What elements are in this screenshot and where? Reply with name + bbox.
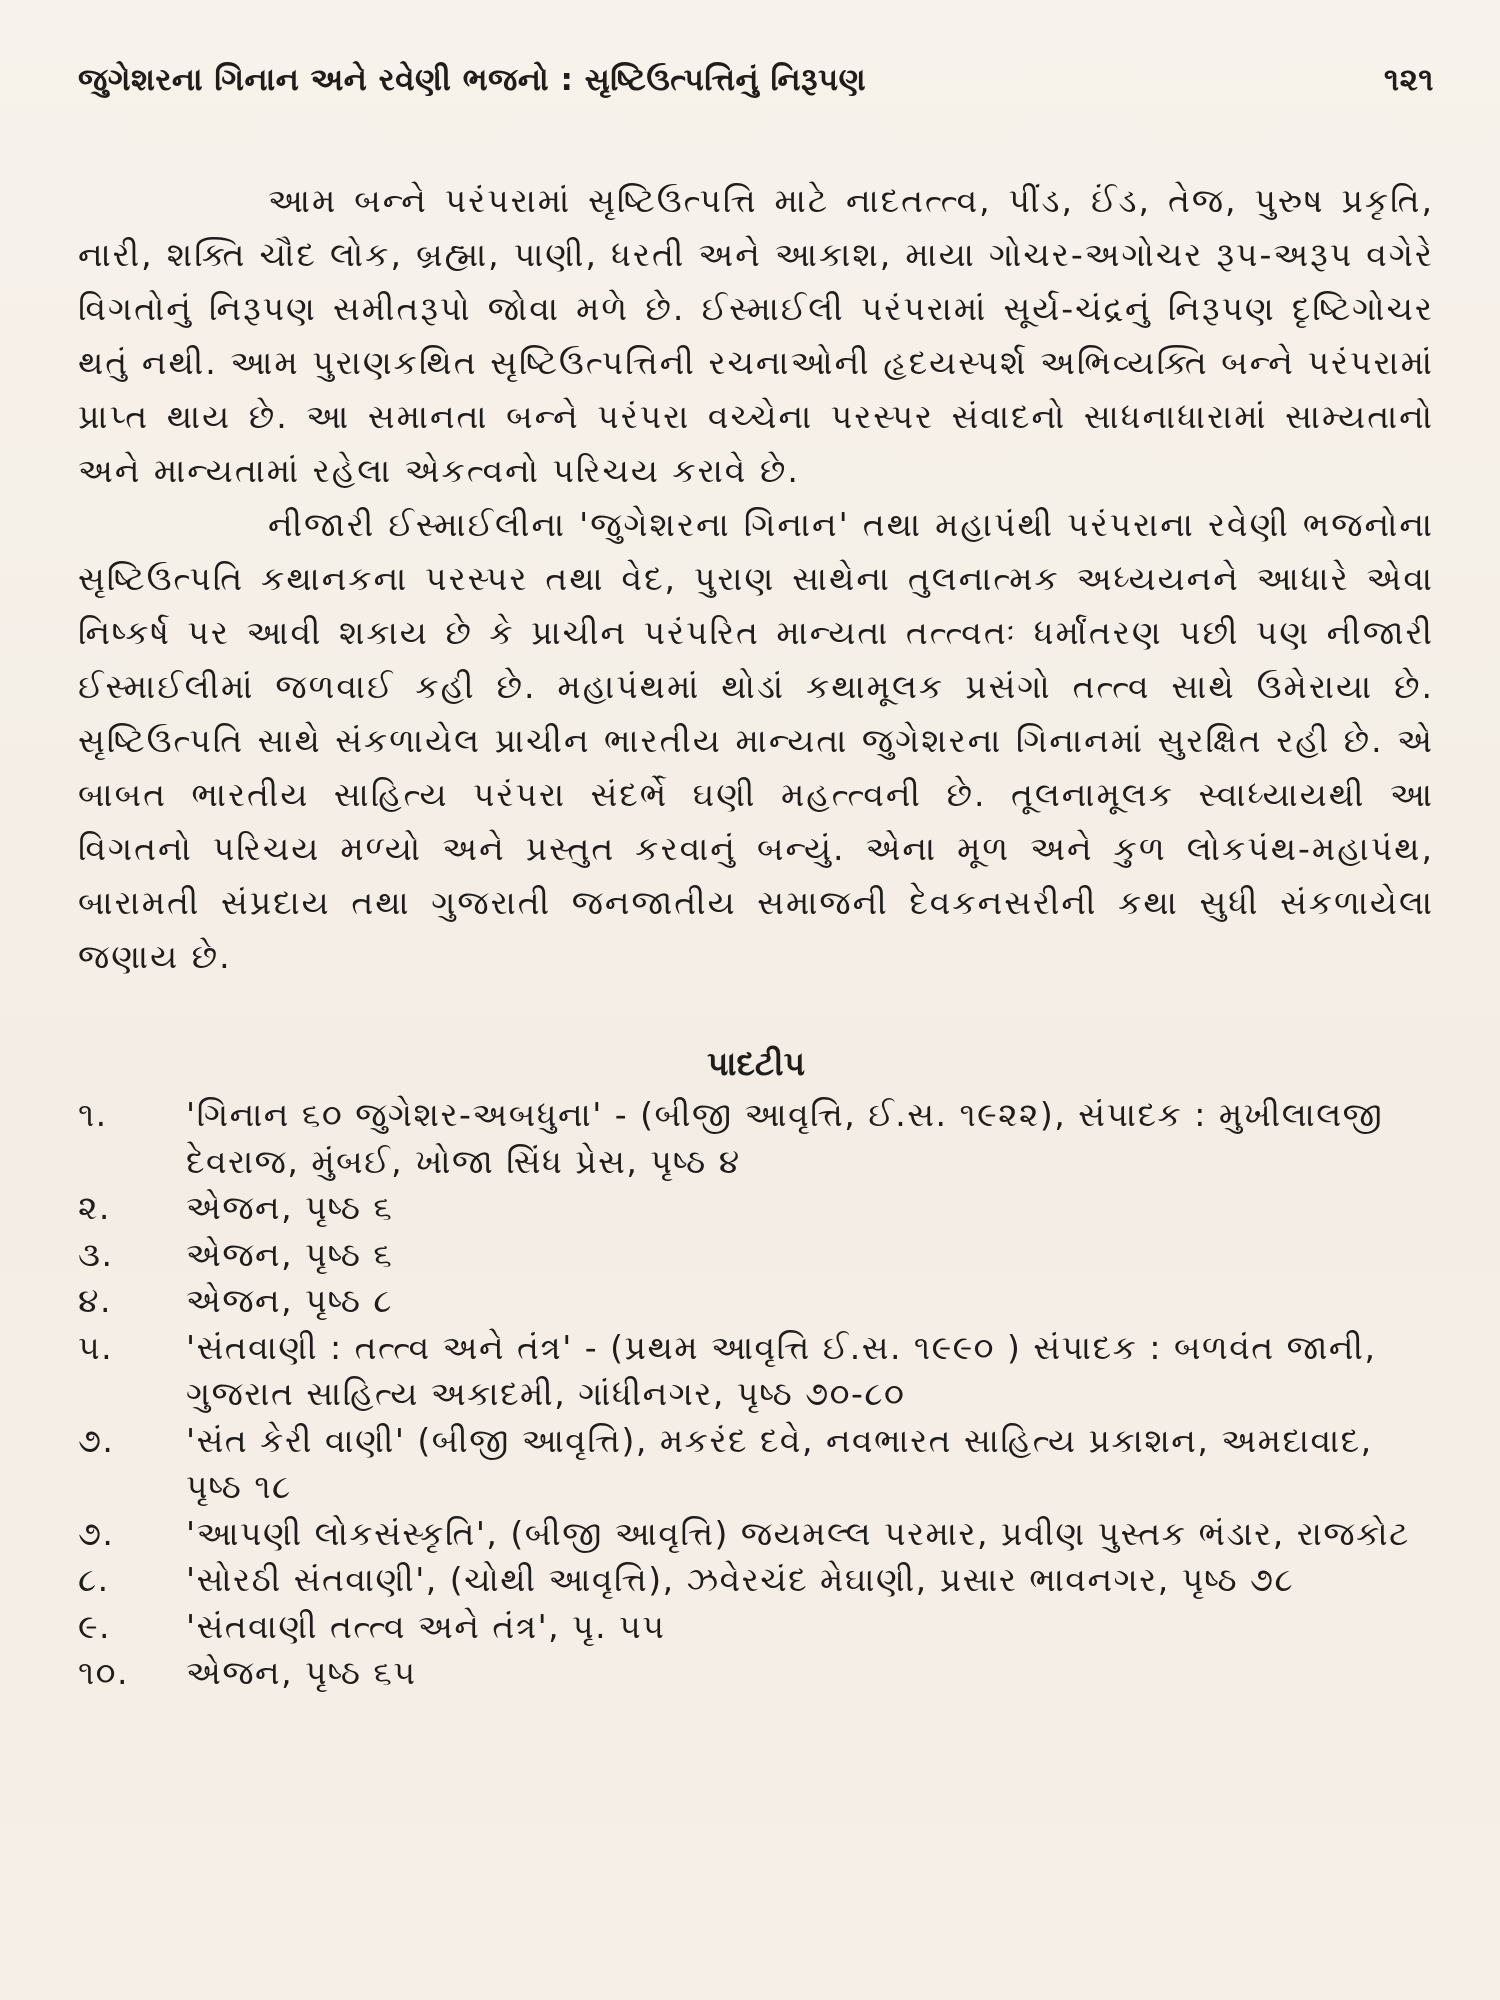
footnotes-heading: પાદટીપ: [706, 1044, 805, 1083]
footnote-number: ૭.: [78, 1420, 115, 1460]
footnote-text: 'સંતવાણી : તત્ત્વ અને તંત્ર' - (પ્રથમ આવૃત્તિ ઈ.સ. ૧૯૯૦ ) સંપાદક : બળવંત જાની, ગુજરાત સાહિત્ય અકાદમી, ગાંધીનગર, પૃષ્ઠ ૭૦-૮૦: [186, 1327, 1377, 1413]
footnote-text: 'સંત કેરી વાણી' (બીજી આવૃત્તિ), મકરંદ દવે, નવભારત સાહિત્ય પ્રકાશન, અમદાવાદ, પૃષ્ઠ ૧૮: [186, 1420, 1373, 1506]
footnote-number: ૧.: [78, 1095, 108, 1134]
footnote-text: 'સંતવાણી તત્ત્વ અને તંત્ર', પૃ. ૫૫: [186, 1606, 666, 1646]
footnote-number: ૧૦.: [78, 1653, 130, 1692]
footnote-item: [78, 1604, 1434, 1651]
footnote-item: [78, 1418, 1434, 1511]
footnote-item: [78, 1185, 1434, 1232]
footnote-number: ૮.: [78, 1560, 110, 1599]
footnote-text: એજન, પૃષ્ઠ ૬: [186, 1234, 394, 1274]
footnote-text: 'આપણી લોકસંસ્કૃતિ', (બીજી આવૃત્તિ) જયમલ્લ પરમાર, પ્રવીણ પુસ્તક ભંડાર, રાજકોટ: [186, 1513, 1410, 1553]
footnote-item: [78, 1092, 1434, 1185]
paragraph: નીજારી ઈસ્માઈલીના 'જુગેશરના ગિનાન' તથા મહાપંથી પરંપરાના રવેણી ભજનોના સૃષ્ટિઉત્પતિ કથાનકના પરસ્પર તથા વેદ, પુરાણ સાથેના તુલનાત્મક અધ્યયનને આધારે એવા નિષ્કર્ષ પર આવી શકાય છે કે પ્રાચીન પરંપરિત માન્યતા તત્ત્વતઃ ધર્માંતરણ પછી પણ નીજારી ઈસ્માઈલીમાં જળવાઈ કહી છે. મહાપંથમાં થોડાં કથામૂલક પ્રસંગો તત્ત્વ સાથે ઉમેરાયા છે. સૃષ્ટિઉત્પતિ સાથે સંકળાયેલ પ્રાચીન ભારતીય માન્યતા જુગેશરના ગિનાનમાં સુરક્ષિત રહી છે. એ બાબત ભારતીય સાહિત્ય પરંપરા સંદર્ભે ઘણી મહત્ત્વની છે. તૂલનામૂલક સ્વાધ્યાયથી આ વિગતનો પરિચય મળ્યો અને પ્રસ્તુત કરવાનું બન્યું. એના મૂળ અને કુળ લોકપંથ-મહાપંથ, બારામતી સંપ્રદાય તથા ગુજરાતી જનજાતીય સમાજની દેવકનસરીની કથા સુધી સંકળાયેલા જણાય છે.: [78, 505, 1434, 976]
body-text: [78, 174, 1434, 984]
footnote-item: [78, 1557, 1434, 1604]
footnote-text: 'સોરઠી સંતવાણી', (ચોથી આવૃત્તિ), ઝવેરચંદ મેઘાણી, પ્રસાર ભાવનગર, પૃષ્ઠ ૭૮: [186, 1560, 1295, 1599]
footnote-item: [78, 1325, 1434, 1418]
footnotes-list: [78, 1092, 1434, 1697]
chapter-title: જુગેશરના ગિનાન અને રવેણી ભજનો : સૃષ્ટિઉત્પત્તિનું નિરૂપણ: [78, 62, 867, 98]
paragraph: આમ બન્ને પરંપરામાં સૃષ્ટિઉત્પત્તિ માટે નાદતત્ત્વ, પીંડ, ઈંડ, તેજ, પુરુષ પ્રકૃતિ, નારી, શક્તિ ચૌદ લોક, બ્રહ્મા, પાણી, ધરતી અને આકાશ, માયા ગોચર-અગોચર રૂપ-અરૂપ વગેરે વિગતોનું નિરૂપણ સમીતરૂપો જોવા મળે છે. ઈસ્માઈલી પરંપરામાં સૂર્ય-ચંદ્રનું નિરૂપણ દૃષ્ટિગોચર થતું નથી. આમ પુરાણકથિત સૃષ્ટિઉત્પત્તિની રચનાઓની હૃદયસ્પર્શ અભિવ્યક્તિ બન્ને પરંપરામાં પ્રાપ્ત થાય છે. આ સમાનતા બન્ને પરંપરા વચ્ચેના પરસ્પર સંવાદનો સાધનાધારામાં સામ્યતાનો અને માન્યતામાં રહેલા એકત્વનો પરિચય કરાવે છે.: [78, 181, 1434, 490]
footnote-number: ૫.: [78, 1327, 114, 1367]
footnote-number: ૯.: [78, 1606, 112, 1646]
footnote-number: ૩.: [78, 1234, 114, 1274]
footnote-number: ૨.: [78, 1188, 111, 1227]
footnote-number: ૭.: [78, 1513, 115, 1553]
footnote-item: [78, 1278, 1434, 1325]
page-number: ૧૨૧: [1383, 62, 1434, 98]
footnote-text: એજન, પૃષ્ઠ ૮: [186, 1281, 394, 1320]
footnote-text: 'ગિનાન ૬૦ જુગેશર-અબધુના' - (બીજી આવૃત્તિ, ઈ.સ. ૧૯૨૨), સંપાદક : મુખીલાલજી દેવરાજ, મુંબઈ, ખોજા સિંધ પ્રેસ, પૃષ્ઠ ૪: [186, 1095, 1384, 1181]
footnote-text: એજન, પૃષ્ઠ ૬૫: [186, 1653, 417, 1692]
footnote-item: [78, 1511, 1434, 1558]
running-header: [78, 62, 1434, 116]
footnote-text: એજન, પૃષ્ઠ ૬: [186, 1188, 394, 1227]
footnote-item: [78, 1650, 1434, 1697]
footnote-number: ૪.: [78, 1281, 112, 1320]
footnote-item: [78, 1232, 1434, 1279]
